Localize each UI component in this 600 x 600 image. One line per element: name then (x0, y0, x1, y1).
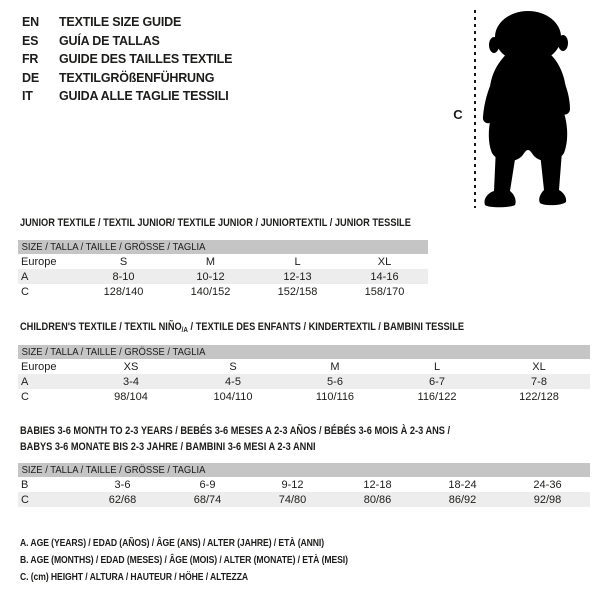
size-header-bar (18, 463, 590, 477)
row-label: C (21, 493, 29, 506)
row-label: A (21, 270, 29, 283)
row-label: C (21, 285, 29, 298)
language-title-list (22, 13, 232, 106)
size-cell: XL (532, 360, 546, 373)
language-row (22, 69, 232, 88)
children-section-title-text: CHILDREN'S TEXTILE / TEXTIL NIÑO (20, 321, 182, 333)
language-title: GUÍA DE TALLAS (59, 33, 160, 48)
size-cell: S (229, 360, 237, 373)
table-row (18, 389, 590, 404)
size-cell: 12-18 (363, 478, 392, 491)
language-row (22, 87, 232, 106)
size-cell: 14-16 (370, 270, 399, 283)
row-label: C (21, 390, 29, 403)
size-cell: 110/116 (315, 390, 355, 403)
size-cell: L (294, 255, 301, 268)
children-title-subscript: /A (181, 325, 188, 334)
row-label: B (21, 478, 29, 491)
size-cell: 5-6 (327, 375, 343, 388)
size-header-label: SIZE / TALLA / TAILLE / GRÖSSE / TAGLIA (21, 241, 206, 253)
junior-section-title-text: JUNIOR TEXTILE / TEXTIL JUNIOR/ TEXTILE JUNIOR / JUNIORTEXTIL / JUNIOR TESSILE (20, 217, 411, 229)
language-code: FR (22, 52, 39, 67)
size-cell: 6-9 (199, 478, 216, 491)
language-code: EN (22, 15, 39, 30)
note-b: B. AGE (MONTHS) / EDAD (MESES) / ÂGE (MOIS) / ALTER (MONATE) / ETÀ (MESI) (20, 554, 348, 566)
babies-size-table (18, 463, 590, 507)
size-cell: L (433, 360, 441, 373)
language-code: IT (22, 89, 33, 104)
junior-section-title (20, 215, 411, 231)
table-row (18, 359, 590, 374)
size-header-label: SIZE / TALLA / TAILLE / GRÖSSE / TAGLIA (21, 346, 206, 358)
language-code: ES (22, 33, 39, 48)
language-code: DE (22, 70, 39, 85)
size-cell: 140/152 (190, 285, 231, 298)
language-row (22, 32, 232, 51)
language-title: TEXTILGRÖßENFÜHRUNG (59, 70, 215, 85)
size-cell: M (205, 255, 216, 268)
size-cell: 10-12 (196, 270, 225, 283)
size-cell: 74/80 (278, 493, 307, 506)
size-cell: 128/140 (103, 285, 144, 298)
table-row (18, 374, 590, 389)
language-title: GUIDE DES TAILLES TEXTILE (59, 52, 233, 67)
size-cell: 104/110 (213, 390, 253, 403)
row-label: Europe (21, 255, 57, 268)
size-cell: 62/68 (108, 493, 137, 506)
size-cell: XL (377, 255, 392, 268)
baby-silhouette-icon (482, 7, 574, 210)
table-row (18, 477, 590, 492)
language-row (22, 50, 232, 69)
size-cell: 12-13 (283, 270, 312, 283)
size-cell: 86/92 (448, 493, 477, 506)
size-cell: 8-10 (112, 270, 135, 283)
language-row (22, 13, 232, 32)
babies-section-title-line1: BABIES 3-6 MONTH TO 2-3 YEARS / BEBÉS 3-6 MESES A 2-3 AÑOS / BÉBÉS 3-6 MOIS À 2-3 ANS / (20, 425, 451, 437)
babies-section-title-line2: BABYS 3-6 MONATE BIS 2-3 JAHRE / BAMBINI 3-6 MESI A 2-3 ANNI (20, 441, 316, 453)
size-cell: XS (123, 360, 139, 373)
size-cell: 9-12 (281, 478, 304, 491)
size-cell: S (119, 255, 128, 268)
size-cell: 18-24 (448, 478, 477, 491)
size-cell: 152/158 (277, 285, 318, 298)
size-cell: 7-8 (531, 375, 547, 388)
size-cell: 3-6 (114, 478, 131, 491)
height-dashed-line (474, 10, 476, 208)
size-cell: 158/170 (364, 285, 405, 298)
size-cell: 3-4 (123, 375, 139, 388)
size-header-bar (18, 240, 428, 254)
size-cell: 80/86 (363, 493, 392, 506)
junior-size-table (18, 240, 428, 299)
table-row (18, 284, 428, 299)
table-row (18, 254, 428, 269)
size-cell: 92/98 (533, 493, 562, 506)
size-header-label: SIZE / TALLA / TAILLE / GRÖSSE / TAGLIA (21, 464, 206, 476)
size-cell: 6-7 (429, 375, 445, 388)
note-a: A. AGE (YEARS) / EDAD (AÑOS) / ÂGE (ANS) / ALTER (JAHRE) / ETÀ (ANNI) (20, 537, 324, 549)
height-measure-label: C (453, 107, 463, 122)
language-title: TEXTILE SIZE GUIDE (59, 15, 182, 30)
size-cell: M (330, 360, 340, 373)
size-cell: 68/74 (193, 493, 222, 506)
note-c: C. (cm) HEIGHT / ALTURA / HAUTEUR / HÖHE / ALTEZZA (20, 571, 249, 583)
table-row (18, 492, 590, 507)
row-label: A (21, 375, 29, 388)
children-section-title-text: / TEXTILE DES ENFANTS / KINDERTEXTIL / BAMBINI TESSILE (187, 321, 465, 333)
children-size-table (18, 345, 590, 404)
children-section-title (20, 319, 464, 338)
language-title: GUIDA ALLE TAGLIE TESSILI (59, 89, 229, 104)
size-cell: 116/122 (417, 390, 457, 403)
babies-section-title (20, 423, 450, 455)
measurement-notes (20, 535, 348, 586)
table-row (18, 269, 428, 284)
size-cell: 122/128 (519, 390, 559, 403)
size-cell: 4-5 (225, 375, 241, 388)
size-cell: 98/104 (114, 390, 148, 403)
size-header-bar (18, 345, 590, 359)
row-label: Europe (21, 360, 57, 373)
size-cell: 24-36 (533, 478, 562, 491)
